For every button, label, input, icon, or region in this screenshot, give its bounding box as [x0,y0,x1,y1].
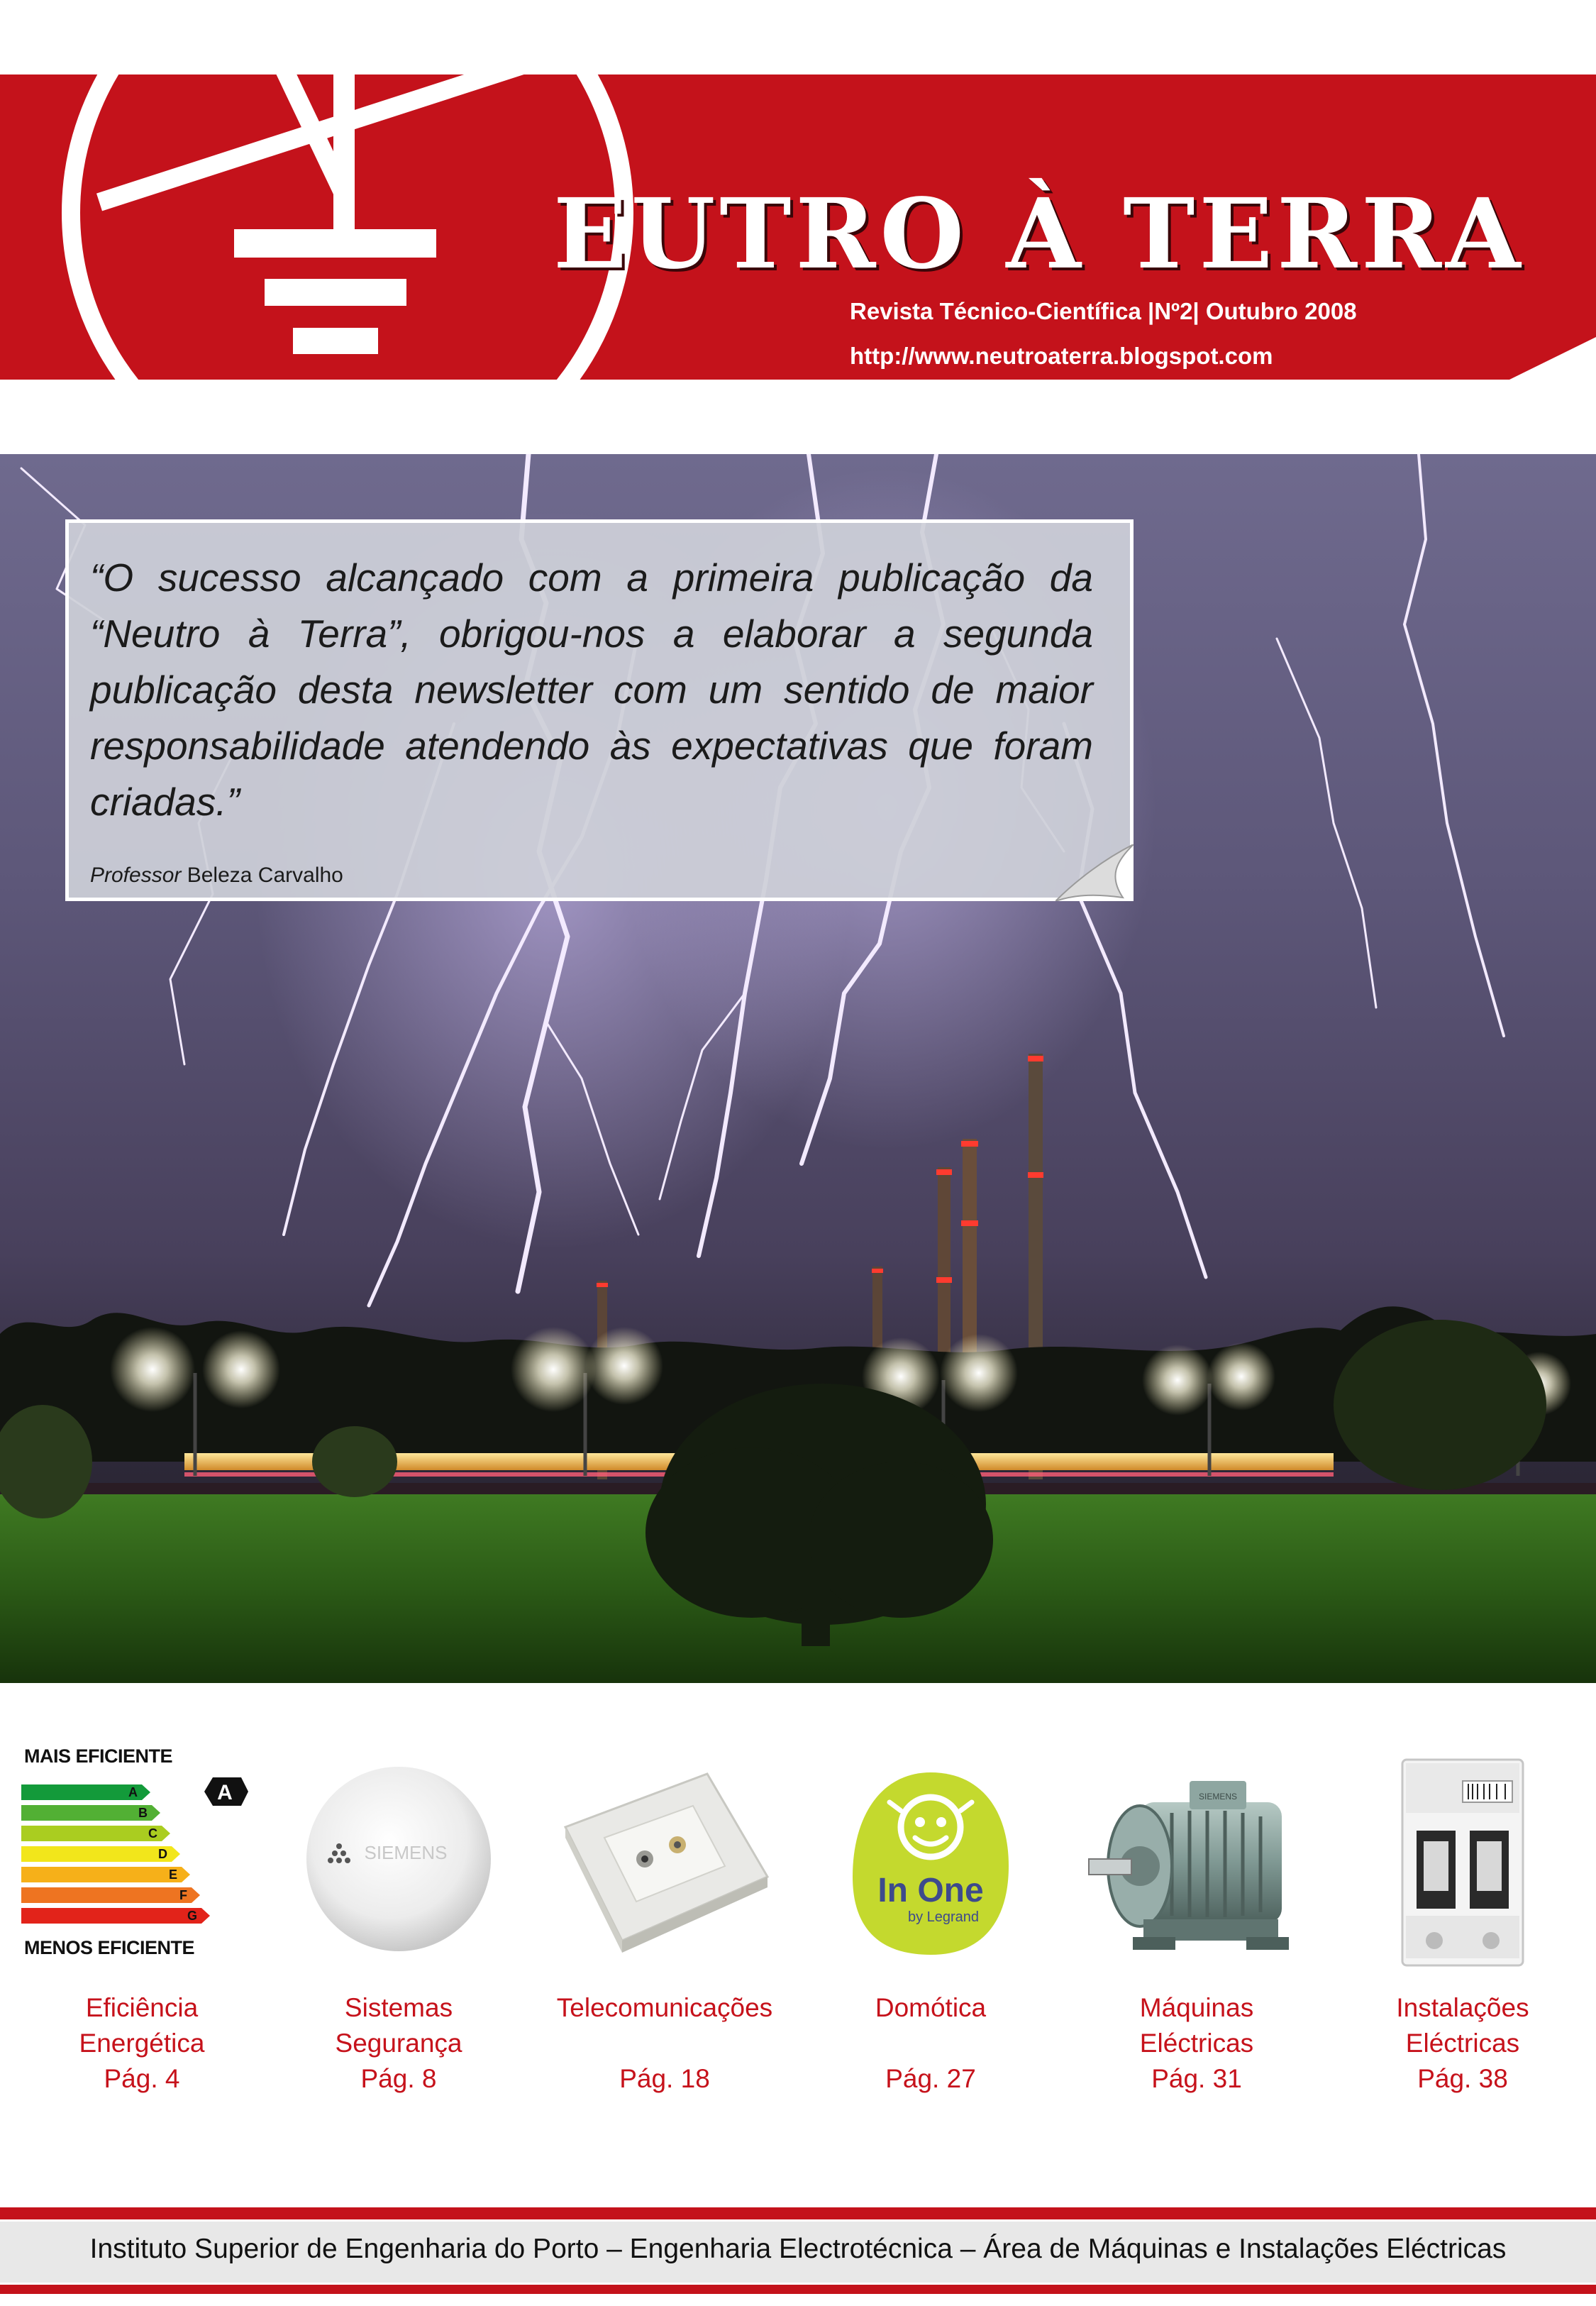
magazine-title: EUTRO À TERRA [553,177,1525,291]
section-label [257,1990,541,2097]
section-telecommunications[interactable] [544,1745,785,2114]
energy-bottom-caption: MENOS EFICIENTE [24,1937,195,1958]
section-label [789,1990,1073,2097]
author-name: Beleza Carvalho [187,864,343,887]
tv-outlet-icon [551,1760,778,1973]
tile-picture [810,1745,1051,1980]
section-name-line1: Eficiência [85,1993,199,2022]
energy-label-icon [21,1745,262,1980]
electric-motor-icon [1076,1760,1317,1973]
energy-class-letter: C [148,1826,157,1841]
section-name-line1: Máquinas [1139,1993,1254,2022]
masthead [0,0,1596,397]
energy-class-bar [21,1846,180,1862]
section-page: Pág. 4 [104,2064,180,2093]
section-page: Pág. 8 [360,2064,437,2093]
tile-picture [544,1745,785,1980]
section-label [1321,1990,1596,2097]
tile-picture [278,1745,519,1980]
footer-rule-bottom [0,2285,1596,2294]
energy-class-letter: A [128,1785,138,1799]
energy-class-bar [21,1887,200,1903]
section-label [0,1990,284,2097]
tile-picture [1076,1745,1317,1980]
section-page: Pág. 27 [885,2064,976,2093]
energy-class-letter: F [179,1888,187,1902]
motor-label: SIEMENS [1198,1792,1238,1802]
issue-line: Revista Técnico-Científica |Nº2| Outubro 2008 [850,298,1357,324]
tile-picture [1342,1745,1583,1980]
author-role: Professor [90,864,182,887]
energy-class-bar [21,1908,210,1924]
section-name-line1: Telecomunicações [556,1993,773,2022]
section-security-systems[interactable] [278,1745,519,2114]
circuit-breaker-icon [1385,1753,1541,1973]
section-name-line1: Sistemas [344,1993,453,2022]
domotica-logo-sub: by Legrand [907,1909,980,1925]
section-home-automation[interactable] [810,1745,1051,2114]
svg-text:SIEMENS: SIEMENS [364,1842,448,1863]
page-curl-icon [1055,844,1134,901]
section-name-line2: Eléctricas [1405,2029,1520,2058]
section-energy-efficiency[interactable] [21,1745,262,2114]
footer-rule-top [0,2207,1596,2219]
energy-class-letter: D [158,1847,167,1861]
energy-class-letter: B [138,1806,148,1820]
section-name-line1: Instalações [1396,1993,1529,2022]
section-page: Pág. 38 [1417,2064,1508,2093]
section-name-line2: Eléctricas [1139,2029,1254,2058]
footer-institution: Instituto Superior de Engenharia do Porto – Engenharia Electrotécnica – Área de Máquinas e Instalações Eléctricas [89,2234,1507,2264]
section-name-line2 [789,2026,1073,2061]
website-url[interactable]: http://www.neutroaterra.blogspot.com [850,343,1273,369]
section-label [1055,1990,1339,2097]
quote-author [90,864,343,888]
domotica-logo-text: In One [877,1872,984,1909]
section-electrical-installations[interactable] [1342,1745,1583,2114]
section-name-line2: Segurança [335,2029,462,2058]
section-label [523,1990,807,2097]
smoke-detector-icon [292,1760,505,1973]
section-name-line1: Domótica [875,1993,987,2022]
section-name-line2 [523,2026,807,2061]
section-page: Pág. 31 [1151,2064,1242,2093]
energy-rating-letter: A [217,1781,233,1804]
energy-class-letter: G [187,1909,197,1923]
quote-box [65,519,1134,901]
energy-top-caption: MAIS EFICIENTE [24,1745,173,1767]
section-electric-machines[interactable] [1076,1745,1317,2114]
in-one-legrand-logo-icon [838,1760,1023,1973]
section-page: Pág. 18 [619,2064,710,2093]
section-name-line2: Energética [79,2029,205,2058]
energy-class-bar [21,1867,190,1882]
energy-class-letter: E [168,1868,177,1882]
quote-text: “O sucesso alcançado com a primeira publicação da “Neutro à Terra”, obrigou-nos a elaborar a segunda publicação desta newsletter com um sentido de maior responsabilidade atendendo às expectativas que foram criadas.” [90,556,1093,824]
